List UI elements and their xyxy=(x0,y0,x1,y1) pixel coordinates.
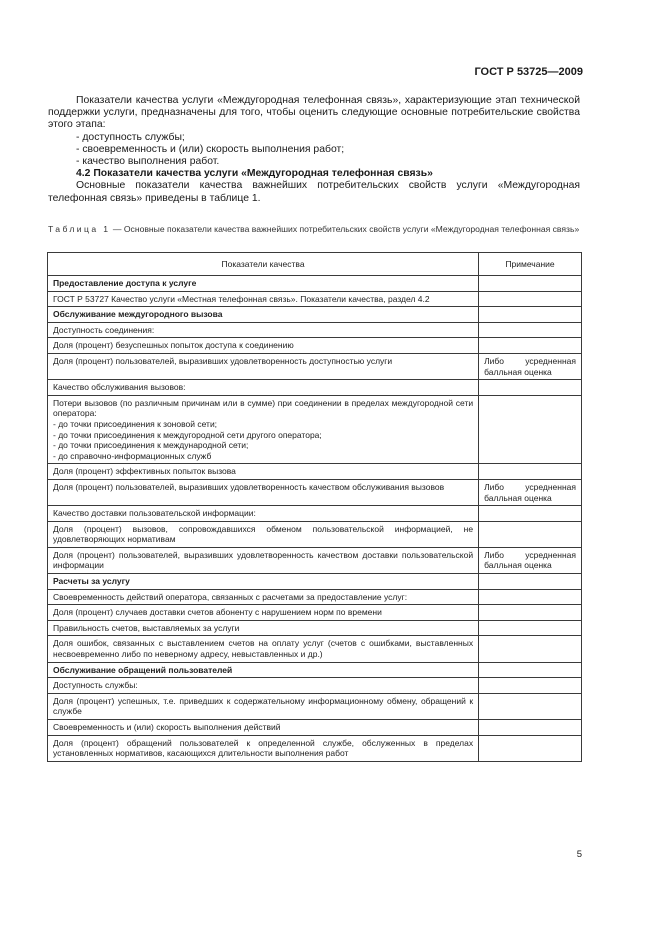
cell-line: - до точки присоединения к международной сети; xyxy=(53,440,249,451)
table-cell-note xyxy=(479,464,582,480)
table-cell-indicator: Предоставление доступа к услуге xyxy=(48,276,479,292)
page-number: 5 xyxy=(576,849,582,860)
table-row xyxy=(48,547,582,573)
table-cell-note: Либо усредненная балльная оценка xyxy=(479,479,582,505)
table-cell-indicator: Доля (процент) обращений пользователей к определенной службе, обслуженных в пределах установленных нормативов, касающихся длительности выполнения работ xyxy=(48,735,479,761)
table-row xyxy=(48,479,582,505)
table-cell-note xyxy=(479,521,582,547)
table-cell-indicator: Доля (процент) безуспешных попыток доступа к соединению xyxy=(48,338,479,354)
table-row xyxy=(48,620,582,636)
table-cell-note xyxy=(479,322,582,338)
table-cell-indicator: Доля (процент) пользователей, выразивших удовлетворенность качеством доставки пользовательской информации xyxy=(48,547,479,573)
table-row xyxy=(48,589,582,605)
table-cell-note xyxy=(479,589,582,605)
table-row xyxy=(48,636,582,662)
table-cell-note xyxy=(479,662,582,678)
table-row-group xyxy=(48,276,582,292)
table-row xyxy=(48,506,582,522)
table-cell-note xyxy=(479,605,582,621)
table-caption-text: — Основные показатели качества важнейших потребительских свойств услуги «Междугородная телефонная связь» xyxy=(110,224,580,234)
cell-line: - до справочно-информационных служб xyxy=(53,450,212,461)
table-row xyxy=(48,693,582,719)
table-cell-note xyxy=(479,307,582,323)
table-cell-note xyxy=(479,338,582,354)
table-cell-indicator: Правильность счетов, выставляемых за услуги xyxy=(48,620,479,636)
table-row xyxy=(48,521,582,547)
intro-text xyxy=(48,95,580,205)
table-cell-note: Либо усредненная балльная оценка xyxy=(479,547,582,573)
table-cell-indicator: Доступность соединения: xyxy=(48,322,479,338)
table-cell-indicator: Качество обслуживания вызовов: xyxy=(48,380,479,396)
table-cell-indicator: Обслуживание обращений пользователей xyxy=(48,662,479,678)
table-cell-note xyxy=(479,380,582,396)
table-cell-note xyxy=(479,395,582,464)
table-row xyxy=(48,322,582,338)
cell-line: - до точки присоединения к зоновой сети; xyxy=(53,418,218,429)
table-header-row xyxy=(48,253,582,276)
table-cell-indicator: ГОСТ Р 53727 Качество услуги «Местная телефонная связь». Показатели качества, раздел 4.2 xyxy=(48,291,479,307)
table-cell-indicator: Доля (процент) случаев доставки счетов абоненту с нарушением норм по времени xyxy=(48,605,479,621)
table-cell-indicator: Своевременность и (или) скорость выполнения действий xyxy=(48,720,479,736)
table-cell-note xyxy=(479,574,582,590)
table-cell-indicator: Доля (процент) эффективных попыток вызова xyxy=(48,464,479,480)
table-cell-indicator: Доступность службы: xyxy=(48,678,479,694)
table-cell-indicator: Обслуживание междугородного вызова xyxy=(48,307,479,323)
table-cell-indicator xyxy=(48,395,479,464)
table-row-group xyxy=(48,662,582,678)
table-row xyxy=(48,395,582,464)
table-row xyxy=(48,720,582,736)
table-cell-note xyxy=(479,678,582,694)
cell-line: - до точки присоединения к междугородной сети другого оператора; xyxy=(53,429,322,440)
table-cell-note xyxy=(479,720,582,736)
table-cell-indicator: Доля (процент) пользователей, выразивших удовлетворенность качеством обслуживания вызовов xyxy=(48,479,479,505)
table-cell-note xyxy=(479,506,582,522)
document-code: ГОСТ Р 53725—2009 xyxy=(474,66,583,78)
table-cell-indicator: Доля (процент) вызовов, сопровождавшихся обменом пользовательской информацией, не удовлетворяющих нормативам xyxy=(48,521,479,547)
intro-paragraph-2: Основные показатели качества важнейших потребительских свойств услуги «Междугородная телефонная связь» приведены в таблице 1. xyxy=(48,180,580,204)
table-cell-note xyxy=(479,620,582,636)
table-row xyxy=(48,353,582,379)
table-cell-indicator: Расчеты за услугу xyxy=(48,574,479,590)
table-row xyxy=(48,678,582,694)
table-cell-indicator: Своевременность действий оператора, связанных с расчетами за предоставление услуг: xyxy=(48,589,479,605)
table-cell-note xyxy=(479,636,582,662)
list-item: - доступность службы; xyxy=(76,131,185,143)
table-row-group xyxy=(48,307,582,323)
cell-line: Потери вызовов (по различным причинам или в сумме) при соединении в пределах междугородной сети оператора: xyxy=(53,397,474,419)
table-cell-indicator: Качество доставки пользовательской информации: xyxy=(48,506,479,522)
column-header-indicators: Показатели качества xyxy=(48,253,479,276)
table-caption-label: Таблица 1 xyxy=(48,224,111,234)
table-caption xyxy=(48,224,582,235)
table-cell-note xyxy=(479,735,582,761)
table-row xyxy=(48,735,582,761)
table-row-group xyxy=(48,574,582,590)
table-row xyxy=(48,338,582,354)
table-cell-indicator: Доля (процент) успешных, т.е. приведших к содержательному информационному обмену, обращений к службе xyxy=(48,693,479,719)
section-heading: 4.2 Показатели качества услуги «Междугородная телефонная связь» xyxy=(76,168,433,180)
table-row xyxy=(48,464,582,480)
table-cell-note: Либо усредненная балльная оценка xyxy=(479,353,582,379)
quality-indicators-table xyxy=(47,252,582,762)
table-cell-indicator: Доля (процент) пользователей, выразивших удовлетворенность доступностью услуги xyxy=(48,353,479,379)
table-cell-note xyxy=(479,291,582,307)
column-header-note: Примечание xyxy=(479,253,582,276)
table-cell-note xyxy=(479,693,582,719)
table-row xyxy=(48,380,582,396)
table-row xyxy=(48,605,582,621)
table-row xyxy=(48,291,582,307)
table-cell-indicator: Доля ошибок, связанных с выставлением счетов на оплату услуг (счетов с ошибками, выставленных несвоевременно либо по неверному адресу, невыставленных и др.) xyxy=(48,636,479,662)
intro-paragraph: Показатели качества услуги «Междугородная телефонная связь», характеризующие этап технической поддержки услуги, предназначены для того, чтобы оценить следующие основные потребительские свойства этого этапа: xyxy=(48,95,580,131)
list-item: - своевременность и (или) скорость выполнения работ; xyxy=(76,143,345,155)
list-item: - качество выполнения работ. xyxy=(76,156,220,168)
table-cell-note xyxy=(479,276,582,292)
